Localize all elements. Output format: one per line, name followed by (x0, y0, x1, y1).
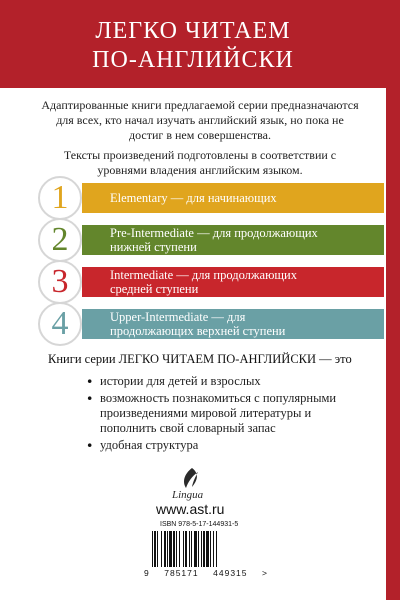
level-3 (38, 263, 384, 300)
barcode-digit-group: 449315 (213, 568, 248, 578)
list-item (86, 438, 366, 453)
barcode-digit-group: 9 (144, 568, 150, 578)
barcode-digit-group: > (262, 568, 268, 578)
level-4-bar (82, 309, 384, 339)
benefit-text: возможность познакомиться с популярными произведениями мировой литературы и пополнить свой словарный запас (100, 391, 337, 435)
series-title-line2: ПО-АНГЛИЙСКИ (92, 47, 294, 73)
level-3-bar (82, 267, 384, 297)
spine-stripe (386, 0, 400, 600)
series-title-line1: ЛЕГКО ЧИТАЕМ (95, 18, 291, 44)
list-item (86, 374, 366, 389)
barcode-digits (144, 568, 268, 578)
bullet-icon: • (86, 438, 94, 453)
benefit-text: удобная структура (100, 438, 199, 452)
benefits-list (86, 374, 366, 455)
level-2-text: Pre-Intermediate — для продолжающих нижней ступени (110, 226, 318, 254)
level-2 (38, 221, 384, 258)
benefits-heading: Книги серии ЛЕГКО ЧИТАЕМ ПО-АНГЛИЙСКИ — это (48, 352, 352, 366)
level-1-bar (82, 183, 384, 213)
intro-paragraph-2: Тексты произведений подготовлены в соответствии с уровнями владения английским языком. (63, 148, 337, 177)
bullet-icon: • (86, 374, 94, 389)
level-1 (38, 179, 384, 216)
level-4-number: 4 (38, 302, 82, 346)
series-header (0, 0, 386, 88)
level-4-text: Upper-Intermediate — для продолжающих верхней ступени (110, 310, 286, 338)
level-2-bar (82, 225, 384, 255)
barcode-icon (150, 531, 254, 567)
level-4 (38, 305, 384, 342)
publisher-website: www.ast.ru (156, 501, 225, 517)
level-1-text: Elementary — для начинающих (110, 191, 277, 205)
list-item (86, 391, 366, 436)
level-1-number: 1 (38, 176, 82, 220)
level-3-number: 3 (38, 260, 82, 304)
isbn-number: ISBN 978-5-17-144931-5 (160, 521, 239, 528)
intro-paragraph-1: Адаптированные книги предлагаемой серии предназначаются для всех, кто начал изучать английский язык, но пока не достиг в нем совершенства. (41, 98, 359, 142)
svg-text:Lingua: Lingua (172, 489, 204, 501)
level-2-number: 2 (38, 218, 82, 262)
benefit-text: истории для детей и взрослых (100, 374, 261, 388)
barcode-digit-group: 785171 (164, 568, 199, 578)
lingua-logo-icon (162, 466, 218, 502)
bullet-icon: • (86, 391, 94, 406)
level-3-text: Intermediate — для продолжающих средней ступени (110, 268, 297, 296)
